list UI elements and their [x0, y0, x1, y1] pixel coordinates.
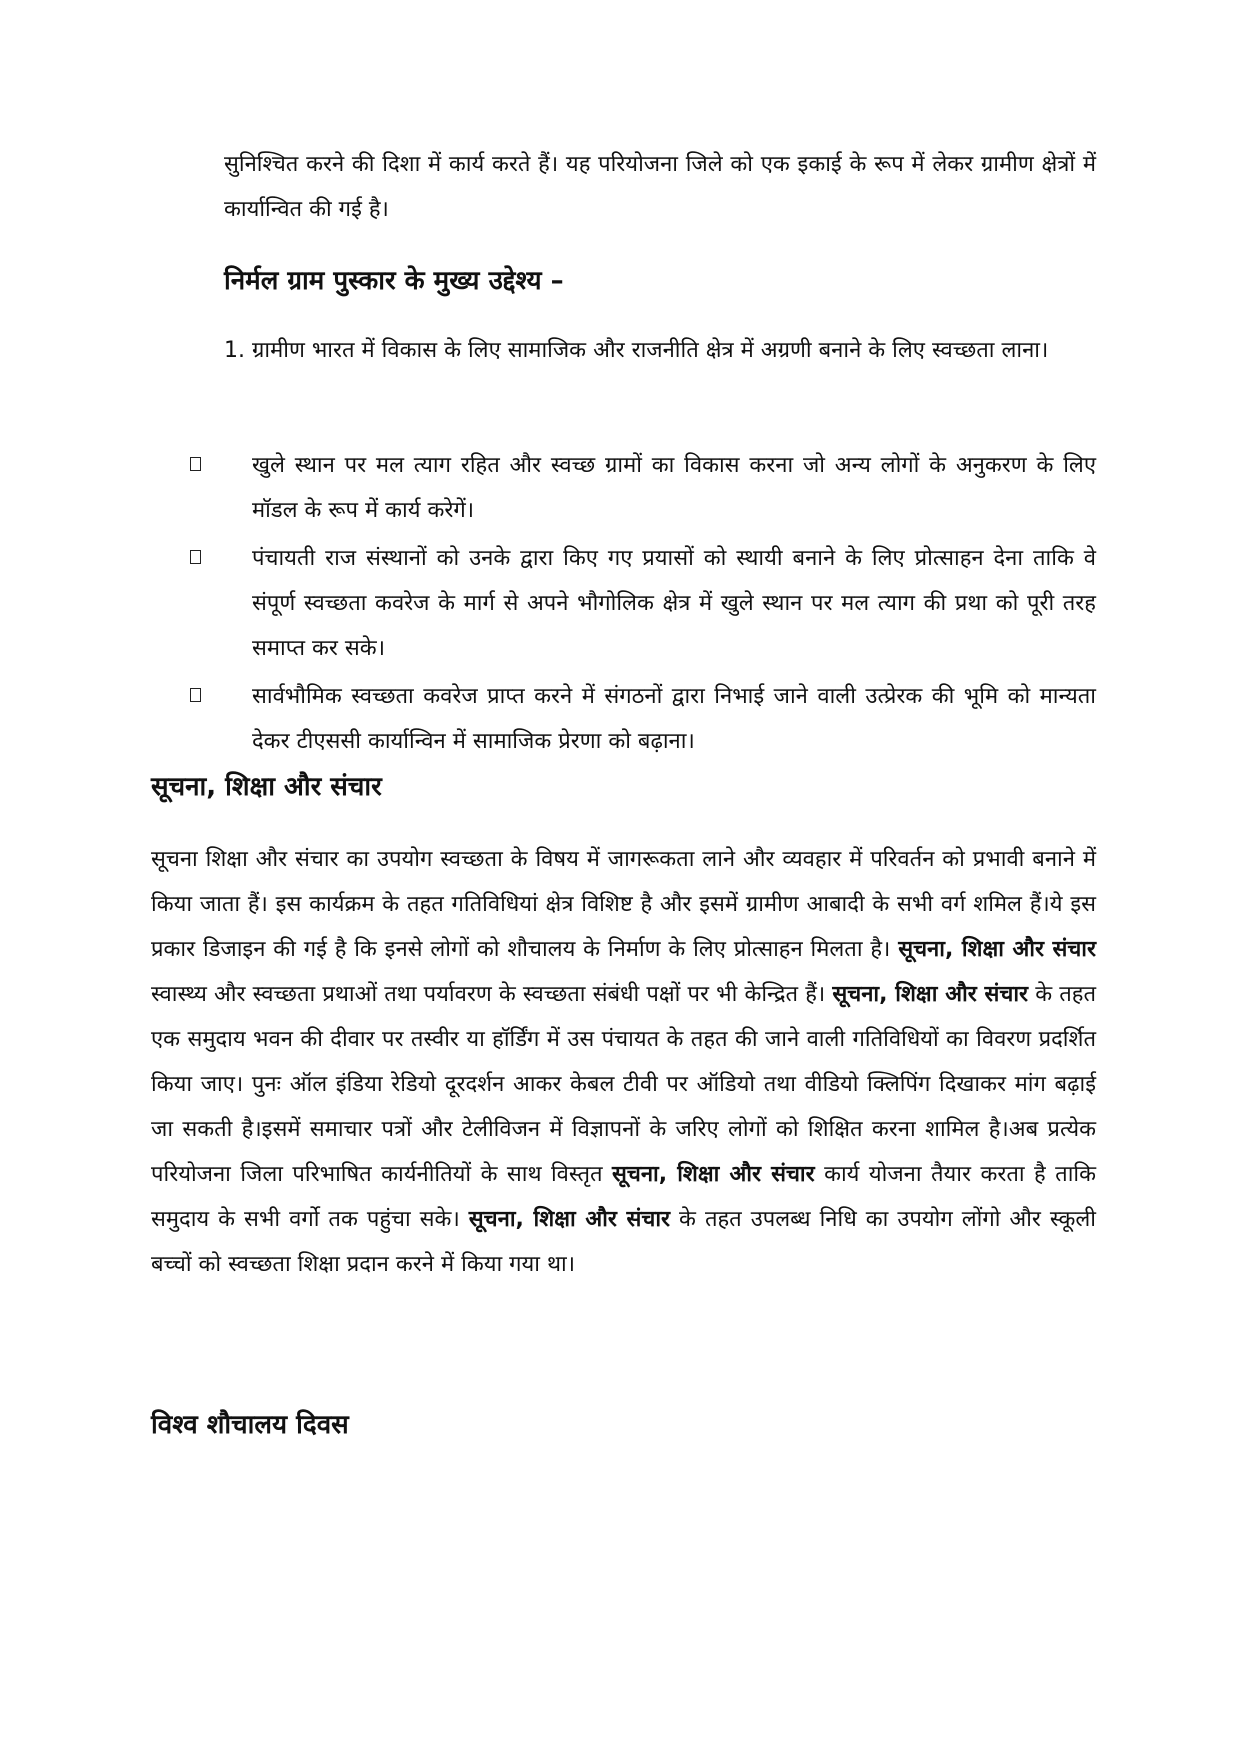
world-toilet-day-heading: विश्व शौचालय दिवस [151, 1410, 349, 1440]
iec-term-bold: सूचना, शिक्षा और संचार [468, 1207, 671, 1232]
iec-section-heading: सूचना, शिक्षा और संचार [151, 772, 382, 802]
iec-paragraph [151, 837, 1096, 1287]
iec-text-segment: के तहत उपलब्ध निधि का उपयोग लोंगो और स्कूली बच्चों को स्वच्छता शिक्षा प्रदान करने में किया गया था। [151, 1207, 1096, 1277]
iec-term-bold: सूचना, शिक्षा और संचार [612, 1162, 815, 1187]
iec-text-segment: स्वास्थ्य और स्वच्छता प्रथाओं तथा पर्यावरण के स्वच्छता संबंधी पक्षों पर भी केन्द्रित हैं। [151, 982, 833, 1007]
bullet-text: सार्वभौमिक स्वच्छता कवरेज प्राप्त करने में संगठनों द्वारा निभाई जाने वाली उत्प्रेरक की भूमि को मान्यता देकर टीएससी कार्यान्विन में सामाजिक प्रेरणा को बढ़ाना। [252, 684, 1096, 754]
list-item [186, 536, 1096, 671]
iec-term-bold: सूचना, शिक्षा और संचार [898, 937, 1096, 962]
square-bullet-icon [190, 550, 201, 564]
list-item [186, 674, 1096, 764]
square-bullet-icon [190, 688, 201, 702]
objective-item-1: 1. ग्रामीण भारत में विकास के लिए सामाजिक और राजनीति क्षेत्र में अग्रणी बनाने के लिए स्वच्छता लाना। [224, 338, 1049, 363]
bullet-text: पंचायती राज संस्थानों को उनके द्वारा किए गए प्रयासों को स्थायी बनाने के लिए प्रोत्साहन देना ताकि वे संपूर्ण स्वच्छता कवरेज के मार्ग से अपने भौगोलिक क्षेत्र में खुले स्थान पर मल त्याग की प्रथा को पूरी तरह समाप्त कर सके। [252, 546, 1096, 661]
objectives-bullet-list [186, 443, 1096, 767]
iec-term-bold: सूचना, शिक्षा और संचार [832, 982, 1029, 1007]
iec-text-segment: कार्य योजना तैयार करता है ताकि समुदाय के सभी वर्गो तक पहुंचा सके। [151, 1162, 1096, 1232]
objectives-heading: निर्मल ग्राम पुस्कार के मुख्य उद्देश्य – [224, 266, 564, 296]
intro-paragraph: सुनिश्चित करने की दिशा में कार्य करते हैं। यह परियोजना जिले को एक इकाई के रूप में लेकर ग्रामीण क्षेत्रों में कार्यान्वित की गई है। [224, 152, 1096, 222]
square-bullet-icon [190, 457, 201, 471]
iec-text-segment: सूचना शिक्षा और संचार का उपयोग स्वच्छता के विषय में जागरूकता लाने और व्यवहार में परिवर्तन को प्रभावी बनाने में किया जाता हैं। इस कार्यक्रम के तहत गतिविधियां क्षेत्र विशिष्ट है और इसमें ग्रामीण आबादी के सभी वर्ग शमिल हैं।ये इस प्रकार डिजाइन की गई है कि इनसे लोगों को शौचालय के निर्माण के लिए प्रोत्साहन मिलता है। [151, 847, 1096, 962]
list-item [186, 443, 1096, 533]
iec-text-segment: के तहत एक समुदाय भवन की दीवार पर तस्वीर या हॉर्डिंग में उस पंचायत के तहत की जाने वाली गतिविधियों का विवरण प्रदर्शित किया जाए। पुनः ऑल इंडिया रेडियो दूरदर्शन आकर केबल टीवी पर ऑडियो तथा वीडियो क्लिपिंग दिखाकर मांग बढ़ाई जा सकती है।इसमें समाचार पत्रों और टेलीविजन में विज्ञापनों के जरिए लोगों को शिक्षित करना शामिल है।अब प्रत्येक परियोजना जिला परिभाषित कार्यनीतियों के साथ विस्तृत [151, 982, 1096, 1187]
bullet-text: खुले स्थान पर मल त्याग रहित और स्वच्छ ग्रामों का विकास करना जो अन्य लोगों के अनुकरण के लिए मॉडल के रूप में कार्य करेगें। [252, 453, 1096, 523]
